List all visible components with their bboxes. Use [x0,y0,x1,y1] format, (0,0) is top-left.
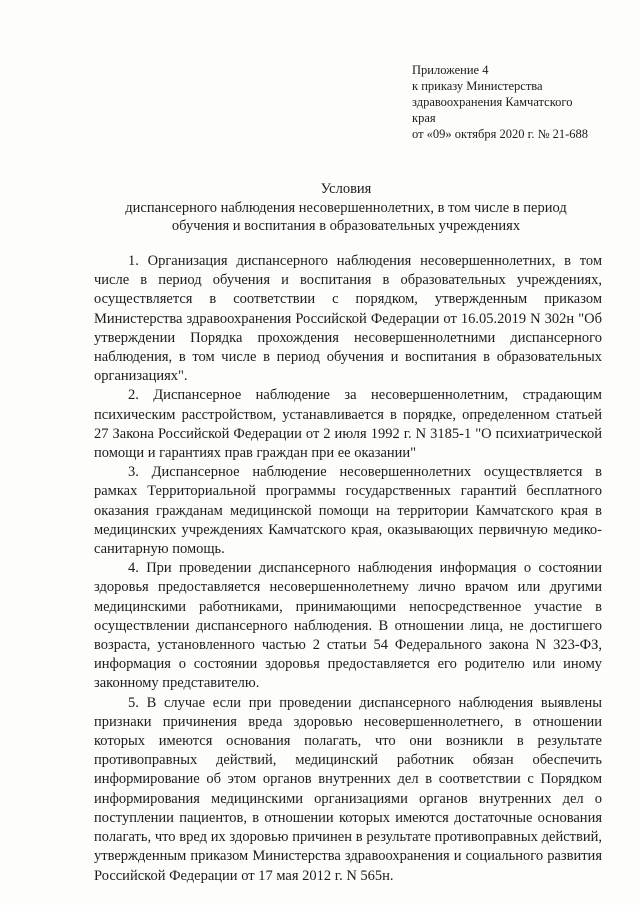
document-title [96,180,596,235]
appendix-line-2: к приказу Министерства [412,79,543,93]
paragraph-2: 2. Диспансерное наблюдение за несовершеннолетним, страдающим психическим расстройством, устанавливается в порядке, определенном статьей 27 Закона Российской Федерации от 2 июля 1992 г. N 3185-1 "О психиатрической помощи и гарантиях прав граждан при ее оказании" [94,387,602,462]
title-heading: Условия [320,181,372,197]
title-subtitle-line-1: диспансерного наблюдения несовершеннолетних, в том числе в период [125,200,567,216]
title-subtitle-line-2: обучения и воспитания в образовательных учреждениях [171,218,521,234]
document-body [94,252,602,886]
appendix-header [412,62,612,142]
appendix-line-4: края [412,111,436,125]
paragraph-1: 1. Организация диспансерного наблюдения несовершеннолетних, в том числе в период обучения и воспитания в образовательных учреждениях, осуществляется в соответствии с порядком, утвержденным приказом Министерства здравоохранения Российской Федерации от 16.05.2019 N 302н "Об утверждении Порядка прохождения несовершеннолетними диспансерного наблюдения, в том числе в период обучения и воспитания в образовательных организациях". [94,253,602,385]
appendix-line-1: Приложение 4 [412,63,489,77]
appendix-line-3: здравоохранения Камчатского [412,95,573,109]
paragraph-4: 4. При проведении диспансерного наблюдения информация о состоянии здоровья предоставляется несовершеннолетнему лично врачом или другими медицинскими работниками, принимающими непосредственное участие в осуществлении диспансерного наблюдения. В отношении лица, не достигшего возраста, установленного частью 2 статьи 54 Федерального закона N 323-ФЗ, информация о состоянии здоровья предоставляется его родителю или иному законному представителю. [94,560,602,692]
appendix-order-date: от «09» октября 2020 г. № 21-688 [412,127,589,141]
paragraph-5: 5. В случае если при проведении диспансерного наблюдения выявлены признаки причинения вреда здоровью несовершеннолетнего, в отношении которых имеются основания полагать, что они возникли в результате противоправных действий, медицинский работник обязан обеспечить информирование об этом органов внутренних дел в соответствии с Порядком информирования медицинскими организациями органов внутренних дел о поступлении пациентов, в отношении которых имеются достаточные основания полагать, что вред их здоровью причинен в результате противоправных действий, утвержденным приказом Министерства здравоохранения и социального развития Российской Федерации от 17 мая 2012 г. N 565н. [94,694,602,884]
paragraph-3: 3. Диспансерное наблюдение несовершеннолетних осуществляется в рамках Территориальной программы государственных гарантий бесплатного оказания гражданам медицинской помощи на территории Камчатского края в медицинских учреждениях Камчатского края, оказывающих первичную медико-санитарную помощь. [94,464,602,558]
